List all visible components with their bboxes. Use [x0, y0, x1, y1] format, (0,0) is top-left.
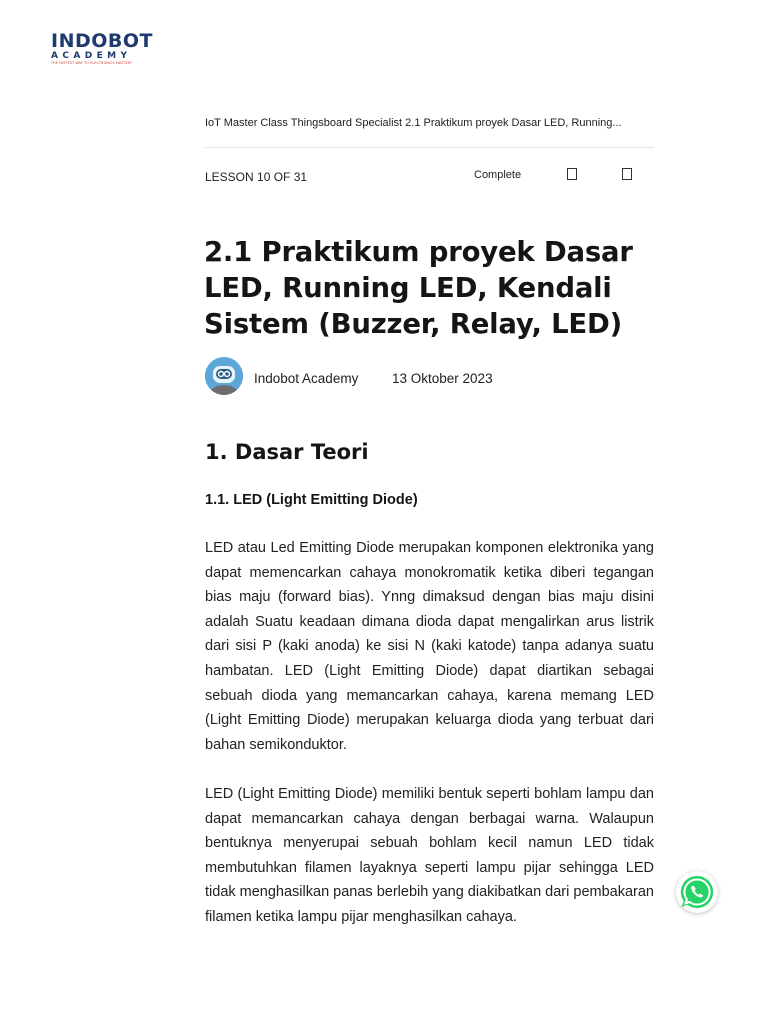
- mark-complete-button[interactable]: Complete: [474, 169, 522, 181]
- author-avatar: [205, 357, 243, 395]
- paragraph: LED atau Led Emitting Diode merupakan komponen elektronika yang dapat memencarkan cahaya monokromatik ketika diberi tegangan bias maju (forward bias). Ynng dimaksud dengan bias maju disini adalah Suatu keadaan dimana dioda dapat mengalirkan arus listrik dari sisi P (kaki anoda) ke sisi N (kaki katode) tanpa adanya suatu hambatan. LED (Light Emitting Diode) dapat diartikan sebagai sebuah dioda yang memancarkan cahaya, karena memang LED (Light Emitting Diode) merupakan keluarga dioda yang terbuat dari bahan semikonduktor.: [205, 540, 654, 753]
- indobot-academy-logo[interactable]: [51, 32, 151, 70]
- breadcrumb-current-lesson: 2.1 Praktikum proyek Dasar LED, Running...: [405, 117, 622, 129]
- next-lesson-icon[interactable]: [622, 168, 632, 180]
- subsection-heading: 1.1. LED (Light Emitting Diode): [205, 492, 418, 508]
- page-title: 2.1 Praktikum proyek Dasar LED, Running LED, Kendali Sistem (Buzzer, Relay, LED): [204, 236, 633, 340]
- author-name[interactable]: Indobot Academy: [254, 371, 359, 386]
- logo-wordmark: [51, 32, 151, 51]
- section-heading: 1. Dasar Teori: [205, 440, 369, 464]
- whatsapp-chat-button[interactable]: [676, 871, 718, 913]
- breadcrumb-divider: [205, 147, 654, 148]
- breadcrumb: [205, 117, 655, 129]
- whatsapp-icon: [678, 873, 716, 911]
- prev-lesson-icon[interactable]: [567, 168, 577, 180]
- logo-tagline: THE FASTEST WAY TO ELECTRONICS MASTERY: [51, 61, 133, 65]
- paragraph: LED (Light Emitting Diode) memiliki bentuk seperti bohlam lampu dan dapat memancarkan cahaya dengan berbagai warna. Walaupun bentuknya menyerupai sebuah bohlam kecil namun LED tidak membutuhkan filamen layaknya seperti lampu pijar sehingga LED tidak menghasilkan panas berlebih yang diakibatkan dari pembakaran filamen ketika lampu pijar menghasilkan cahaya.: [205, 786, 654, 925]
- post-date: 13 Oktober 2023: [392, 371, 493, 386]
- logo-line2: ACADEMY: [51, 51, 132, 61]
- lesson-counter: LESSON 10 OF 31: [205, 170, 308, 184]
- breadcrumb-course-link[interactable]: IoT Master Class Thingsboard Specialist: [205, 117, 403, 129]
- logo-line1: INDOBOT: [51, 30, 153, 52]
- robot-avatar-icon: [205, 357, 243, 395]
